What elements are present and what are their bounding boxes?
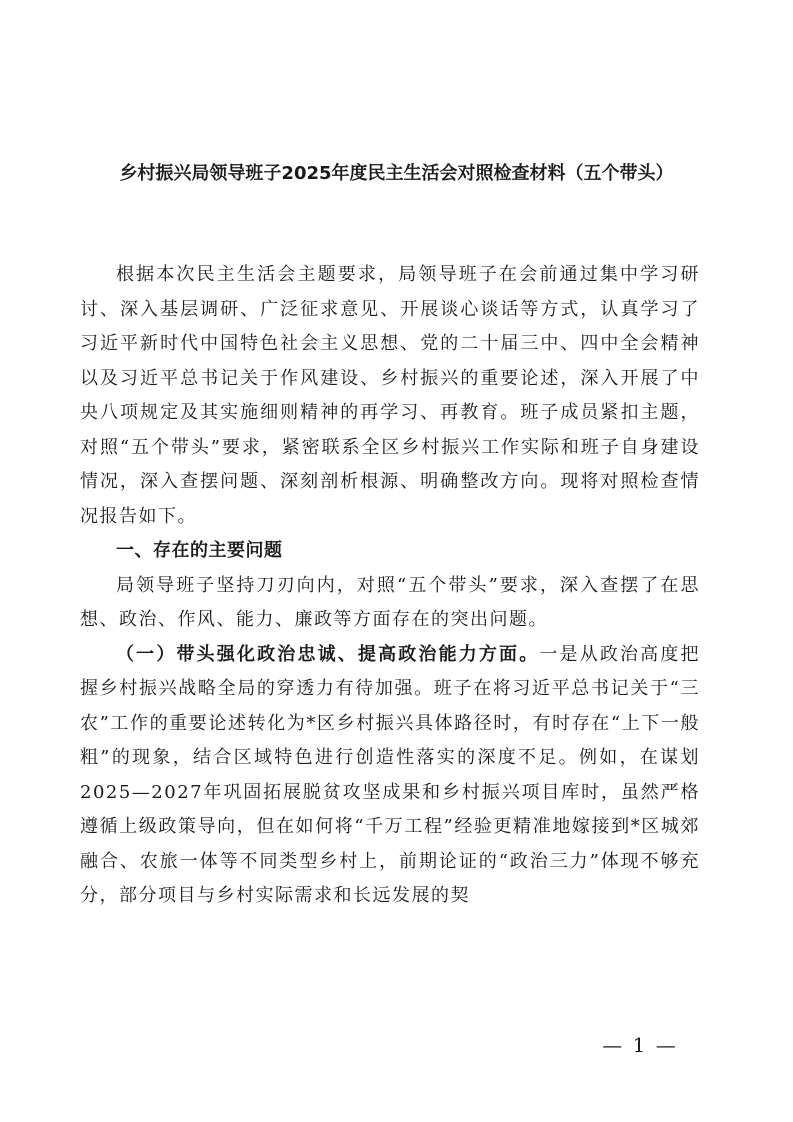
document-body bbox=[80, 258, 700, 914]
section-heading-problems: 一、存在的主要问题 bbox=[116, 540, 283, 561]
page-number: — 1 — bbox=[602, 1033, 678, 1057]
subsection-paragraph-political-loyalty bbox=[80, 638, 700, 914]
document-title: 乡村振兴局领导班子2025年度民主生活会对照检查材料（五个带头） bbox=[119, 163, 674, 184]
problems-intro-paragraph: 局领导班子坚持刀刃向内，对照“五个带头”要求，深入查摆了在思想、政治、作风、能力、廉政等方面存在的突出问题。 bbox=[80, 574, 700, 630]
subsection-lead-political-loyalty: （一）带头强化政治忠诚、提高政治能力方面。 bbox=[116, 643, 540, 665]
subsection-body-political-loyalty: 一是从政治高度把握乡村振兴战略全局的穿透力有待加强。班子在将习近平总书记关于“三农”工作的重要论述转化为*区乡村振兴具体路径时，有时存在“上下一般粗”的现象，结合区域特色进行创造性落实的深度不足。例如，在谋划2025—2027年巩固拓展脱贫攻坚成果和乡村振兴项目库时，虽然严格遵循上级政策导向，但在如何将“千万工程”经验更精准地嫁接到*区城郊融合、农旅一体等不同类型乡村上，前期论证的“政治三力”体现不够充分，部分项目与乡村实际需求和长远发展的契 bbox=[80, 643, 700, 906]
intro-paragraph: 根据本次民主生活会主题要求，局领导班子在会前通过集中学习研讨、深入基层调研、广泛征求意见、开展谈心谈话等方式，认真学习了习近平新时代中国特色社会主义思想、党的二十届三中、四中全会精神以及习近平总书记关于作风建设、乡村振兴的重要论述，深入开展了中央八项规定及其实施细则精神的再学习、再教育。班子成员紧扣主题，对照“五个带头”要求，紧密联系全区乡村振兴工作实际和班子自身建设情况，深入查摆问题、深刻剖析根源、明确整改方向。现将对照检查情况报告如下。 bbox=[80, 264, 700, 527]
